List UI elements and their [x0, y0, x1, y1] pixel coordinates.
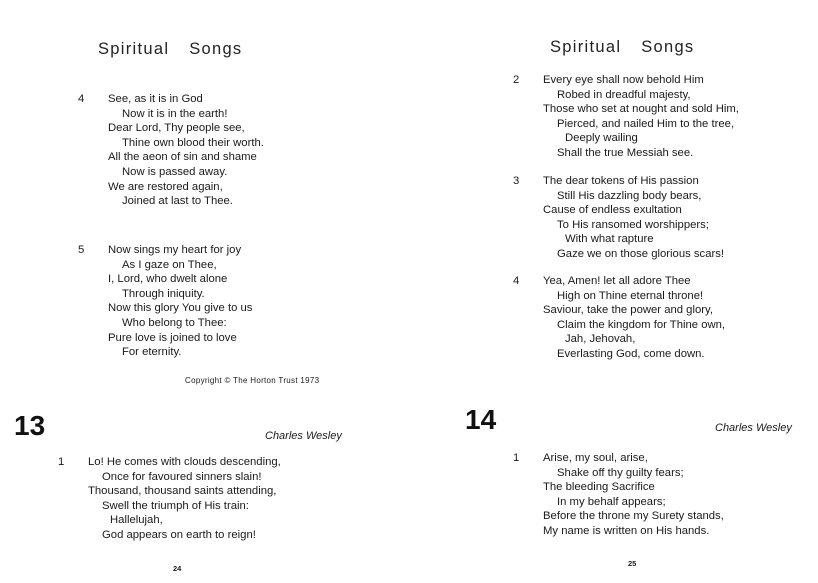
verse-line: Cause of endless exultation — [543, 204, 682, 217]
verse-line: With what rapture — [565, 233, 654, 246]
stanza-5 — [78, 243, 252, 360]
verse-line: Yea, Amen! let all adore Thee — [543, 275, 691, 287]
verse-line: Who belong to Thee: — [122, 316, 227, 329]
verse-line: For eternity. — [122, 346, 182, 359]
verse-line: The dear tokens of His passion — [543, 175, 699, 187]
stanza-number: 1 — [58, 456, 65, 468]
verse-line: Arise, my soul, arise, — [543, 452, 648, 464]
stanza-number: 4 — [78, 93, 85, 105]
stanza-4 — [513, 274, 725, 362]
stanza-number: 4 — [513, 275, 520, 287]
stanza-number: 1 — [513, 452, 520, 464]
verse-line: The bleeding Sacrifice — [543, 481, 655, 494]
verse-line: Once for favoured sinners slain! — [102, 470, 262, 483]
hymn-author: Charles Wesley — [265, 430, 342, 442]
stanza-number: 3 — [513, 175, 520, 187]
verse-line: Before the throne my Surety stands, — [543, 510, 724, 523]
verse-line: Jah, Jehovah, — [565, 333, 636, 346]
verse-line: My name is written on His hands. — [543, 524, 710, 537]
verse-line: See, as it is in God — [108, 93, 203, 105]
stanza-number: 2 — [513, 74, 520, 86]
stanza-2 — [513, 73, 739, 161]
stanza-4 — [78, 92, 264, 209]
verse-line: Gaze we on those glorious scars! — [557, 247, 725, 260]
page-number: 24 — [173, 564, 182, 573]
verse-line: Thine own blood their worth. — [122, 136, 264, 149]
verse-line: In my behalf appears; — [557, 495, 666, 508]
verse-line: I, Lord, who dwelt alone — [108, 273, 228, 286]
verse-line: Swell the triumph of His train: — [102, 499, 249, 512]
verse-line: Shall the true Messiah see. — [557, 146, 694, 159]
hymn-number: 13 — [14, 410, 46, 441]
verse-line: We are restored again, — [108, 180, 223, 193]
hymn-stanza-1 — [513, 451, 724, 539]
verse-line: Robed in dreadful majesty, — [557, 88, 691, 101]
verse-line: Every eye shall now behold Him — [543, 74, 704, 86]
verse-line: Still His dazzling body bears, — [557, 189, 702, 202]
verse-line: Lo! He comes with clouds descending, — [88, 456, 281, 468]
verse-line: Claim the kingdom for Thine own, — [557, 318, 726, 331]
verse-line: Pierced, and nailed Him to the tree, — [557, 117, 735, 130]
page-header: Spiritual Songs — [98, 40, 243, 58]
verse-line: High on Thine eternal throne! — [557, 289, 704, 302]
stanza-number: 5 — [78, 244, 85, 256]
hymn-stanza-1 — [58, 455, 281, 543]
page-number: 25 — [628, 559, 637, 568]
verse-line: Deeply wailing — [565, 132, 638, 145]
hymn-author: Charles Wesley — [715, 422, 792, 434]
verse-line: Joined at last to Thee. — [122, 195, 233, 208]
verse-line: Pure love is joined to love — [108, 331, 237, 344]
verse-line: God appears on earth to reign! — [102, 528, 256, 541]
verse-line: Those who set at nought and sold Him, — [543, 103, 739, 116]
verse-line: Saviour, take the power and glory, — [543, 304, 713, 317]
verse-line: Hallelujah, — [110, 514, 163, 527]
hymn-number: 14 — [465, 404, 497, 435]
verse-line: To His ransomed worshippers; — [557, 218, 709, 231]
verse-line: All the aeon of sin and shame — [108, 151, 257, 164]
copyright-notice: Copyright © The Horton Trust 1973 — [185, 376, 320, 385]
verse-line: Shake off thy guilty fears; — [557, 466, 684, 479]
verse-line: Now sings my heart for joy — [108, 244, 242, 256]
right-page — [409, 0, 818, 583]
verse-line: Thousand, thousand saints attending, — [88, 485, 277, 498]
verse-line: Now this glory You give to us — [108, 302, 253, 315]
verse-line: Dear Lord, Thy people see, — [108, 122, 245, 135]
verse-line: Now is passed away. — [122, 165, 228, 178]
page-header: Spiritual Songs — [550, 38, 695, 56]
verse-line: Everlasting God, come down. — [557, 347, 705, 360]
verse-line: Now it is in the earth! — [122, 107, 228, 120]
stanza-3 — [513, 174, 724, 262]
verse-line: As I gaze on Thee, — [122, 258, 217, 271]
verse-line: Through iniquity. — [122, 287, 205, 300]
